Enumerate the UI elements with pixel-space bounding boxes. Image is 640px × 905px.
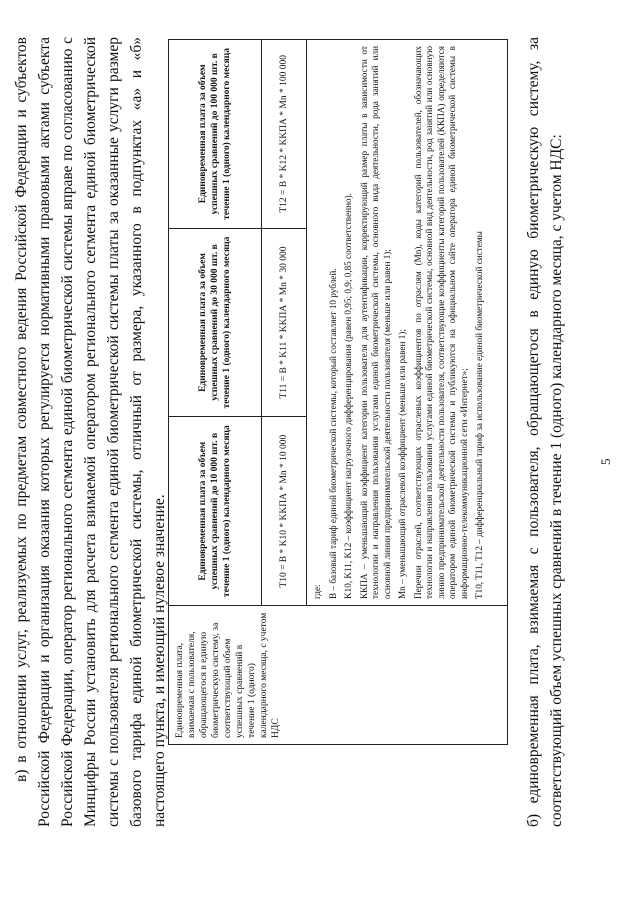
header-10000: Единовременная плата за объем успешных сравнений до 10 000 шт. в течение 1 (одного) календарного месяца [169,417,262,606]
definition-line: ККПА – уменьшающий коэффициент категории пользователя для аутентификации, корректирующий размер платы в зависимости от технологии и направления пользования услугами единой биометрической системы, основного вида деятельности, рода занятий или основной линии предпринимательской деятельности пользователя (меньше или равен 1); [358,46,392,599]
page-number: 5 [598,458,613,465]
definition-line: Mn – уменьшающий отраслевой коэффициент (меньше или равен 1); [397,329,407,599]
definition-line: В – базовый тариф единой биометрической системы, который составляет 10 рублей. [327,268,338,599]
header-30000: Единовременная плата за объем успешных сравнений до 30 000 шт. в течение 1 (одного) календарного месяца [169,228,262,417]
formula-t10: T10 = B * K10 * KKПА * Mn * 10 000 [262,417,307,606]
outro-block [10,37,171,827]
tariff-table [168,39,508,745]
definition-line: где: [312,584,322,599]
header-100000: Единовременная плата за объем успешных сравнений до 100 000 шт. в течение 1 (одного) календарного месяца [169,40,262,229]
outro-paragraph: в) в отношении услуг, реализуемых по предметам совместного ведения Российской Федерации и субъектов Российской Федерации и организация оказания которых регулируется нормативными правовыми актами субъекта Российской Федерации, оператор регионального сегмента единой биометрической системы вправе по согласованию с Минцифры России установить для расчета взимаемой оператором регионального сегмента единой биометрической системы с пользователя регионального сегмента единой биометрической системы платы за оказанные услуги размер базового тарифа единой биометрической системы, отличный от размера, указанного в подпунктах «а» и «б» настоящего пункта, и имеющий нулевое значение. [13,37,168,827]
definition-line: T10, T11, T12 – дифференциальный тариф за использование единой биометрической системы [474,231,484,599]
formula-t12: T12 = B * K12 * KKПА * Mn * 100 000 [262,40,307,229]
definitions-cell [307,40,508,606]
intro-paragraph: б) единовременная плата, взимаемая с пользователя, обращающегося в единую биометрическую систему, за соответствующий объем успешных сравнений в течение 1 (одного) календарного месяца, с учетом НДС: [525,37,565,827]
formula-t11: T11 = B * K11 * KKПА * Mn * 30 000 [262,228,307,417]
row-label: Единовременная плата, взимаемая с пользователя, обращающегося в единую биометрическую систему, за соответствующий объем успешных сравнений в течение 1 (одного) календарного месяца, с учетом НДС [169,606,508,745]
definition-line: Перечни отраслей, соответствующих отраслевых коэффициентов по отраслям (Mn), коды категорий пользователей, обозначающих технологии и направления пользования услугами единой биометрической системы, основной вид деятельности, род занятий или основную линию предпринимательской деятельности пользователя, соответствующие коэффициенты категорий пользователей (ККПА) определяются оператором единой биометрической системы и публикуются на официальном сайте оператора единой биометрической системы в информационно-телекоммуникационной сети «Интернет»; [412,46,469,599]
definition-line: K10, K11, K12 – коэффициент нагрузочного дифференцирования (равен 0,95; 0,9; 0,85 соответственно). [343,193,353,599]
